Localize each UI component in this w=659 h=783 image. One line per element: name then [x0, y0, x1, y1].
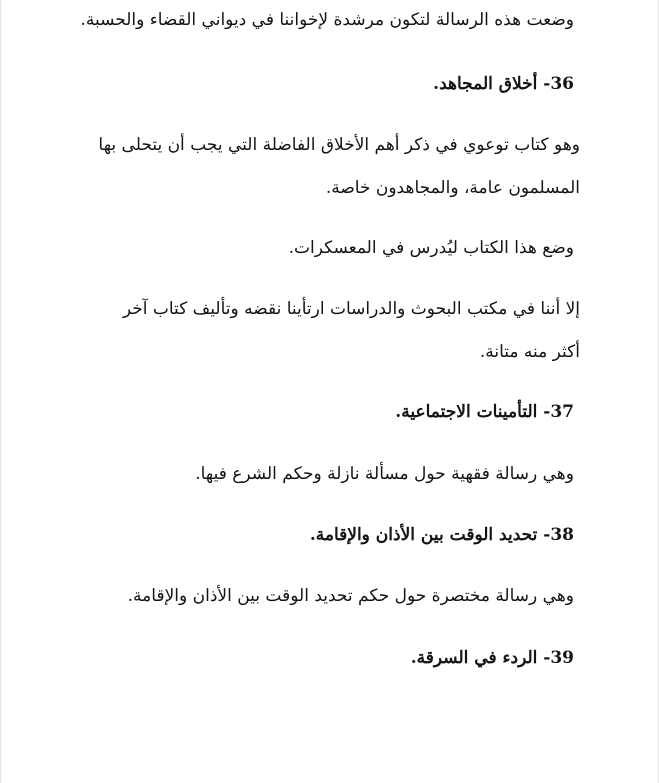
section-heading-39: 39- الردء في السرقة.	[410, 648, 574, 668]
paragraph-line: وهي رسالة فقهية حول مسألة نازلة وحكم الشرع فيها.	[195, 464, 574, 484]
section-heading-36: 36- أخلاق المجاهد.	[433, 74, 574, 94]
paragraph-line: وضعت هذه الرسالة لتكون مرشدة لإخواننا في ديواني القضاء والحسبة.	[80, 10, 574, 30]
paragraph-line: وهو كتاب توعوي في ذكر أهم الأخلاق الفاضلة التي يجب أن يتحلى بها	[98, 135, 580, 155]
paragraph-line: أكثر منه متانة.	[479, 342, 580, 362]
section-heading-37: 37- التأمينات الاجتماعية.	[395, 402, 574, 422]
paragraph-line: المسلمون عامة، والمجاهدون خاصة.	[325, 178, 580, 198]
section-heading-38: 38- تحديد الوقت بين الأذان والإقامة.	[309, 525, 574, 545]
paragraph-line: إلا أننا في مكتب البحوث والدراسات ارتأينا نقضه وتأليف كتاب آخر	[122, 299, 580, 319]
paragraph-line: وهي رسالة مختصرة حول حكم تحديد الوقت بين الأذان والإقامة.	[127, 586, 574, 606]
paragraph-line: وضع هذا الكتاب ليُدرس في المعسكرات.	[288, 238, 574, 258]
